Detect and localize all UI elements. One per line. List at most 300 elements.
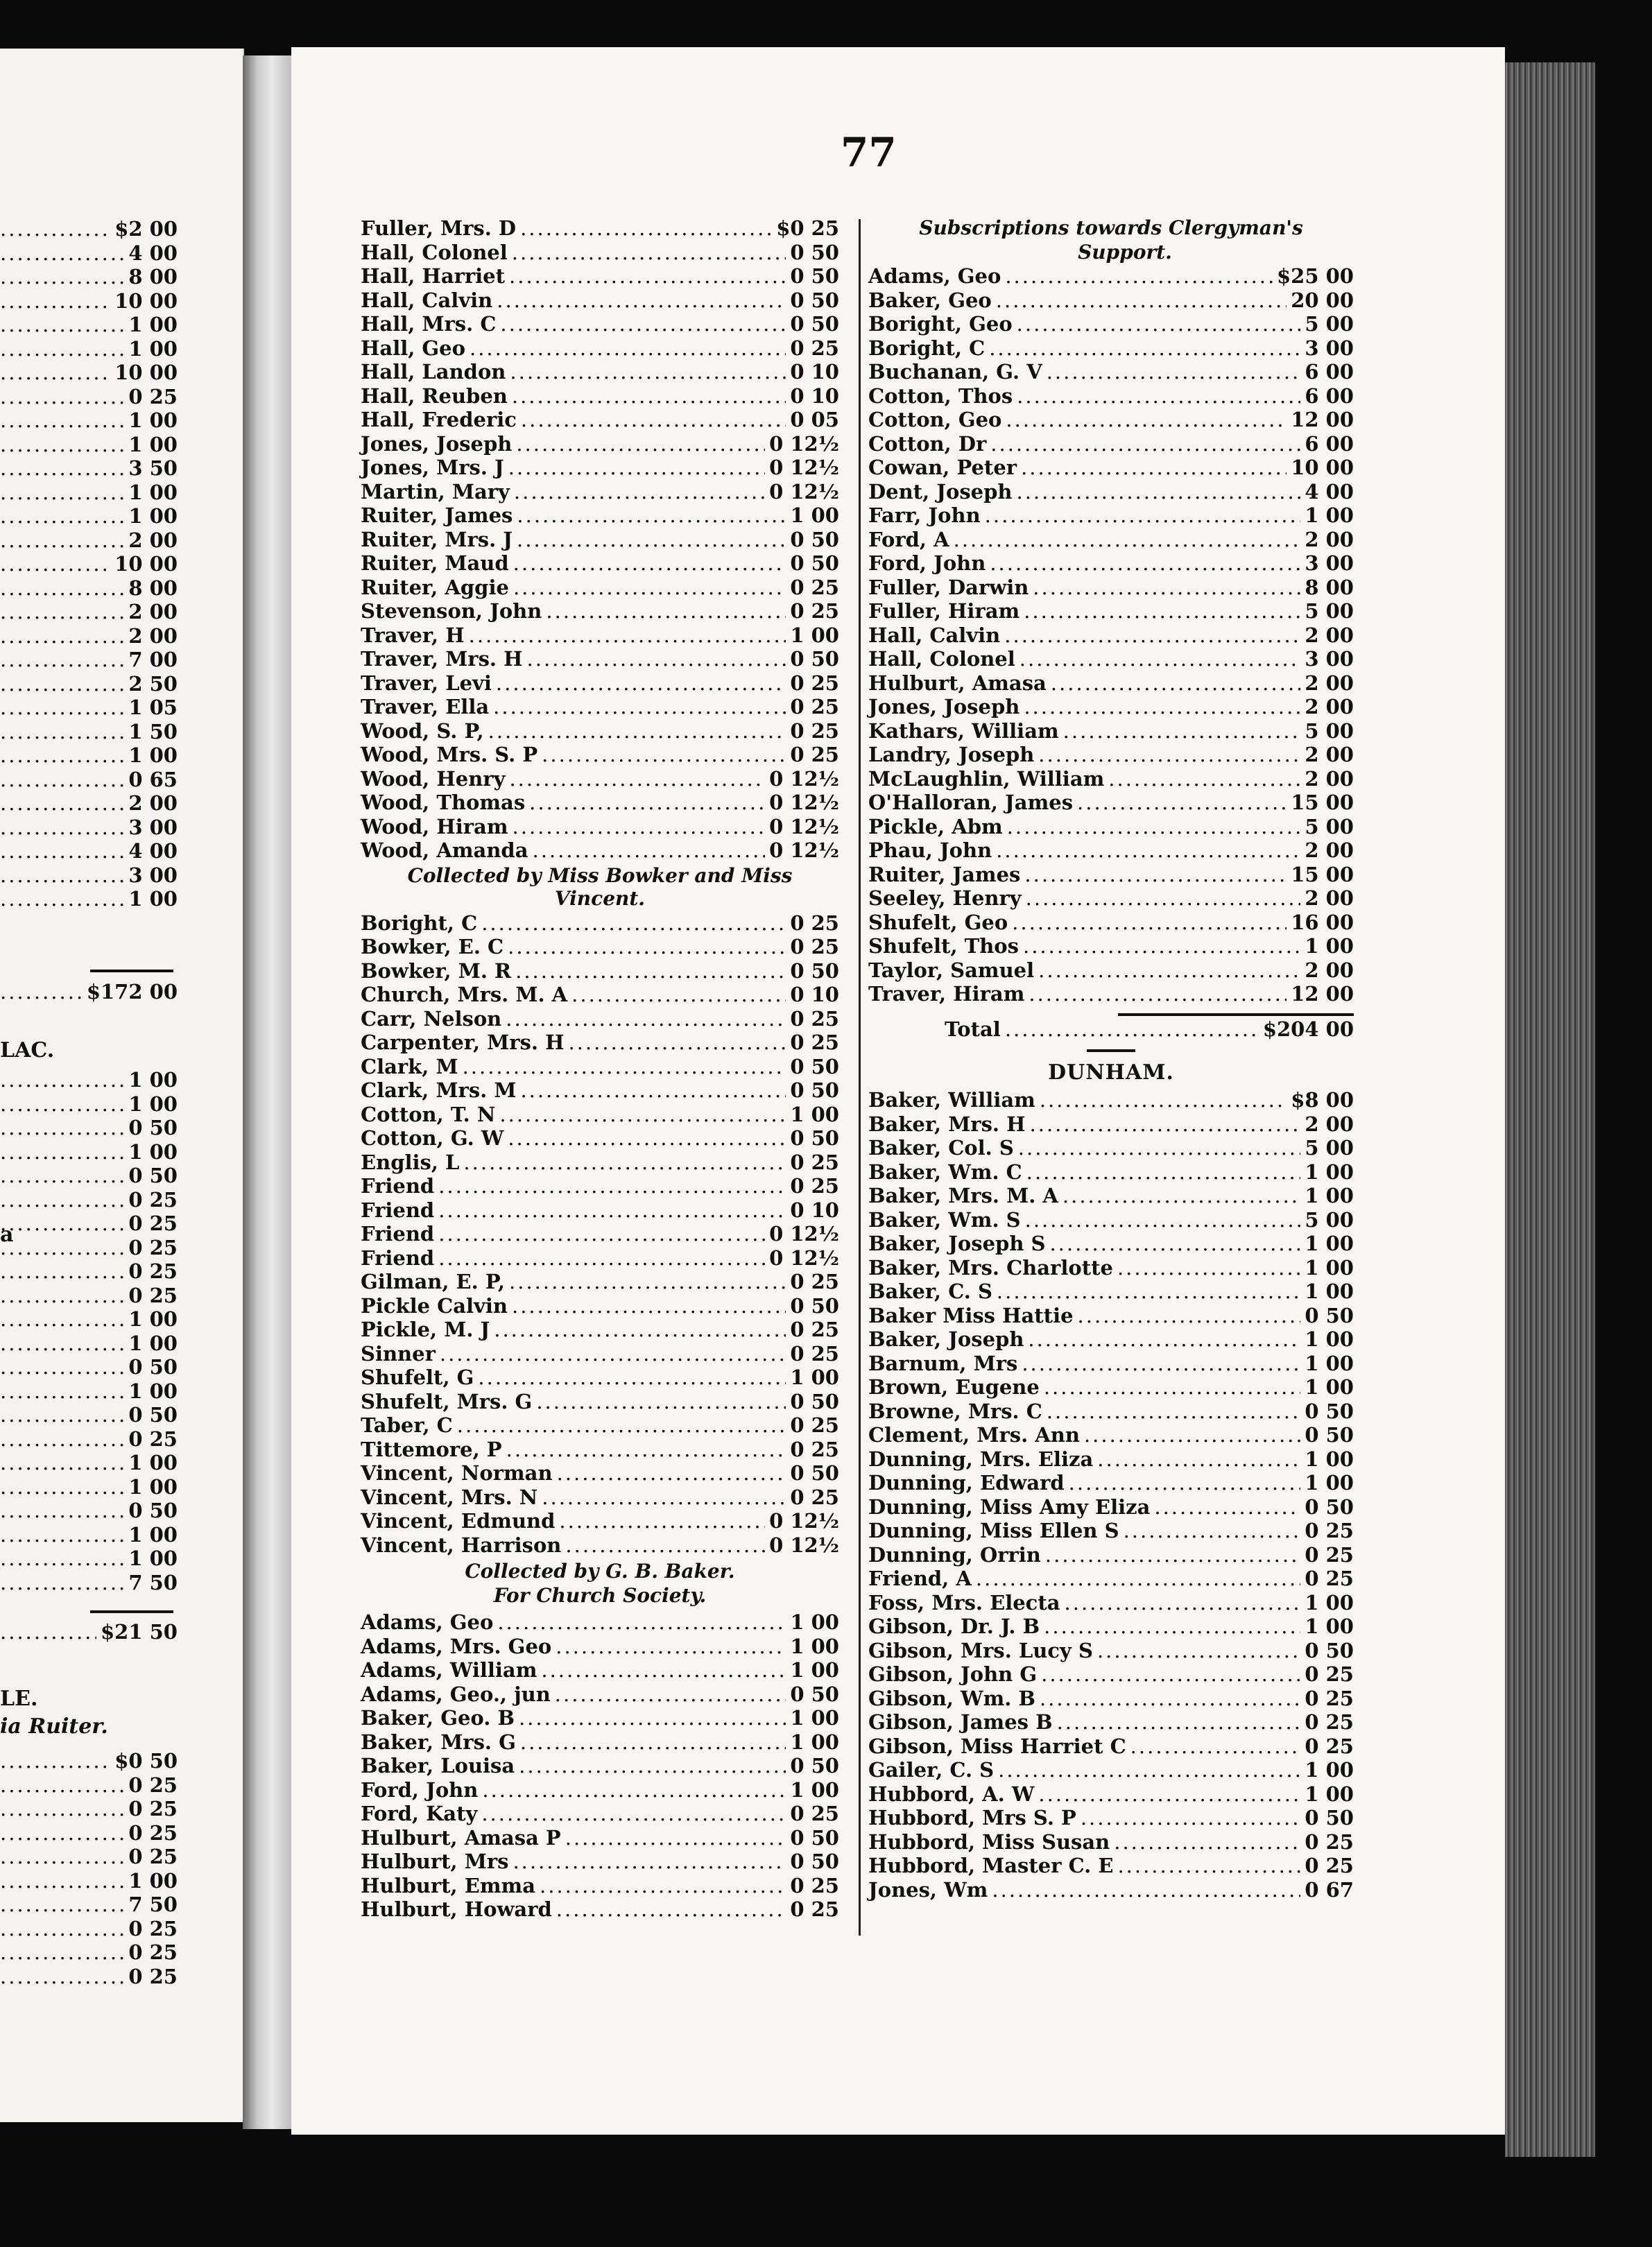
leader-dots: [497, 1610, 786, 1635]
left-amount-row: [0, 385, 178, 409]
left-amount-row: [0, 1869, 178, 1893]
left-total-mid: ..... $21 50: [0, 1620, 178, 1644]
left-amount-row: [0, 1355, 178, 1379]
entry-name: Englis, L: [361, 1150, 460, 1174]
leader-dots: [1047, 1400, 1301, 1424]
left-amount: 0 25: [128, 1283, 178, 1307]
entry-name: Cotton, G. W: [361, 1126, 504, 1150]
left-amount-row: [0, 1571, 178, 1595]
entry-name: Wood, Amanda: [361, 838, 528, 862]
subscription-row: [361, 1318, 839, 1342]
leader-dots: [0, 1140, 124, 1164]
entry-name: Traver, Mrs. H: [361, 647, 523, 671]
entry-amount: 2 00: [1305, 527, 1354, 551]
leader-dots: [527, 647, 786, 671]
subscription-row: [361, 1055, 839, 1079]
subscription-row: [361, 1151, 839, 1175]
leader-dots: [568, 1031, 786, 1055]
entry-name: Traver, H: [361, 623, 465, 647]
subscription-row: [868, 838, 1354, 863]
leader-dots: [1154, 1495, 1300, 1519]
leader-dots: [1017, 312, 1301, 336]
leader-dots: [1040, 1088, 1287, 1112]
leader-dots: [1049, 1232, 1300, 1256]
entry-name: Pickle, Abm: [868, 814, 1003, 838]
entry-amount: 4 00: [1305, 479, 1354, 503]
entry-name: Wood, Mrs. S. P: [361, 743, 538, 766]
entry-amount: 3 00: [1305, 336, 1354, 360]
entry-amount: 0 50: [790, 1825, 839, 1850]
leader-dots: [1041, 1662, 1300, 1687]
entry-name: Carr, Nelson: [361, 1006, 502, 1031]
leader-dots: [0, 887, 124, 911]
entry-amount: 1 00: [1305, 1447, 1354, 1471]
left-amount-row: [0, 289, 178, 313]
entry-name: Hulburt, Amasa P: [361, 1825, 561, 1850]
leader-dots: [0, 791, 124, 816]
entry-name: Ruiter, James: [361, 503, 513, 527]
subscription-row: [868, 1160, 1354, 1185]
subscription-row: [868, 1304, 1354, 1328]
entry-name: Adams, Geo., jun: [361, 1682, 551, 1706]
left-amount-row: [0, 600, 178, 624]
col1-bowker-list: [361, 911, 839, 1558]
entry-amount: 0 25: [790, 1270, 839, 1293]
leader-dots: [1081, 1806, 1301, 1830]
subscription-row: [361, 1031, 839, 1055]
dunham-list: [868, 1088, 1354, 1902]
leader-dots: [0, 408, 124, 433]
subscription-row: [868, 1591, 1354, 1615]
entry-name: Hall, Colonel: [868, 647, 1015, 671]
entry-amount: 2 00: [1305, 695, 1354, 718]
leader-dots: [0, 672, 124, 696]
entry-amount: 1 00: [790, 1777, 839, 1802]
entry-amount: 0 50: [1305, 1399, 1354, 1423]
section-heading-bowker: Collected by Miss Bowker and Miss Vincent.: [407, 863, 793, 910]
entry-name: Hall, Calvin: [361, 288, 493, 312]
subscription-row: [868, 503, 1354, 528]
leader-dots: [0, 1284, 124, 1308]
subscription-row: [868, 599, 1354, 623]
leader-dots: [1016, 480, 1300, 504]
left-amount: 0 50: [128, 1499, 178, 1522]
leader-dots: [1026, 1160, 1301, 1185]
subscription-row: [868, 1687, 1354, 1711]
entry-amount: 0 50: [790, 1389, 839, 1413]
leader-dots: [496, 671, 786, 696]
entry-name: Ruiter, Mrs. J: [361, 527, 513, 551]
page-number: 77: [841, 129, 897, 176]
subscription-row: [868, 958, 1354, 983]
left-amount: 0 25: [128, 1427, 178, 1451]
subscription-row: [361, 241, 839, 265]
left-amount-row: [0, 504, 178, 528]
leader-dots: [0, 743, 124, 768]
left-amount: 10 00: [114, 361, 178, 384]
subscription-row: [361, 1366, 839, 1390]
leader-dots: [506, 1007, 786, 1031]
entry-amount: 3 00: [1305, 551, 1354, 575]
left-amount: 1 00: [128, 1474, 178, 1499]
leader-dots: [542, 743, 786, 767]
leader-dots: [513, 1850, 786, 1874]
entry-name: Hall, Reuben: [361, 384, 508, 408]
leader-dots: [438, 1246, 765, 1271]
leader-dots: [954, 528, 1301, 552]
entry-amount: 0 25: [790, 1802, 839, 1825]
leader-dots: [512, 1294, 786, 1318]
leader-dots: [508, 456, 765, 480]
leader-dots: [0, 528, 124, 553]
leader-dots: [521, 408, 786, 432]
leader-dots: [470, 336, 786, 361]
leader-dots: [1019, 647, 1301, 671]
entry-name: Clement, Mrs. Ann: [868, 1423, 1080, 1447]
leader-dots: [515, 959, 786, 983]
entry-name: Boright, C: [361, 911, 478, 935]
leader-dots: [996, 289, 1287, 313]
entry-amount: 0 50: [1305, 1303, 1354, 1327]
subscription-row: [868, 815, 1354, 839]
entry-name: Dunning, Edward: [868, 1471, 1065, 1495]
leader-dots: [0, 1259, 124, 1284]
left-mid-rule: [90, 1610, 173, 1613]
leader-dots: [546, 599, 786, 623]
entry-amount: 0 50: [790, 958, 839, 983]
left-amount-row: [0, 1259, 178, 1284]
entry-amount: 0 10: [790, 1198, 839, 1222]
subscription-row: [361, 360, 839, 384]
entry-amount: 1 00: [790, 623, 839, 647]
entry-amount: 0 12½: [769, 456, 839, 479]
left-amount: 1 00: [128, 1331, 178, 1355]
leader-dots: [513, 551, 786, 576]
leader-dots: [516, 432, 765, 456]
leader-dots: [1005, 264, 1273, 289]
leader-dots: [438, 1198, 786, 1223]
entry-amount: 0 25: [790, 1006, 839, 1031]
entry-name: Tittemore, P: [361, 1437, 502, 1461]
leader-dots: [1007, 815, 1301, 839]
entry-amount: 0 25: [790, 695, 839, 718]
leader-dots: [0, 552, 110, 576]
total-label: Total: [945, 1017, 1001, 1041]
entry-name: Fuller, Darwin: [868, 575, 1029, 599]
subscription-row: [868, 1543, 1354, 1567]
left-amount: 2 50: [128, 671, 178, 696]
entry-amount: 0 25: [790, 1318, 839, 1341]
entry-amount: 2 00: [1305, 886, 1354, 910]
subscription-row: [868, 1854, 1354, 1878]
entry-name: Hall, Geo: [361, 336, 465, 360]
entry-amount: 0 25: [790, 1150, 839, 1174]
left-amount: 1 00: [128, 1547, 178, 1570]
subscription-row: [361, 647, 839, 671]
entry-amount: 0 12½: [769, 766, 839, 791]
left-amount-row: [0, 624, 178, 648]
left-amount: 1 00: [128, 1522, 178, 1547]
left-amount: 4 00: [128, 241, 178, 265]
left-amount-row: [0, 839, 178, 863]
left-amount-row: [0, 648, 178, 672]
left-amount-row: [0, 313, 178, 337]
col2-list: [868, 264, 1354, 1006]
entry-name: Adams, William: [361, 1658, 537, 1682]
subscription-row: [868, 743, 1354, 767]
leader-dots: [0, 696, 124, 720]
subscription-row: [868, 695, 1354, 719]
leader-dots: [1051, 671, 1301, 696]
left-amount: 0 25: [128, 1820, 178, 1845]
entry-amount: 0 50: [1305, 1495, 1354, 1519]
entry-name: Baker, Mrs. Charlotte: [868, 1255, 1113, 1280]
subscription-row: [361, 264, 839, 289]
leader-dots: [457, 1413, 786, 1438]
entry-amount: 1 00: [1305, 1255, 1354, 1280]
left-amount: 1 00: [128, 408, 178, 432]
entry-amount: 1 00: [1305, 1184, 1354, 1207]
subscription-row: [868, 408, 1354, 432]
subscription-row: [868, 551, 1354, 576]
left-amount: 2 00: [128, 528, 178, 552]
leader-dots: [463, 1151, 786, 1175]
left-amount-row: [0, 1284, 178, 1308]
entry-amount: 0 50: [790, 527, 839, 551]
left-amount: 1 00: [128, 743, 178, 767]
subscription-row: [361, 1342, 839, 1366]
leader-dots: [508, 935, 786, 959]
entry-amount: 0 10: [790, 360, 839, 384]
leader-dots: [1021, 456, 1287, 480]
leader-dots: [1038, 958, 1300, 983]
subscription-row: [868, 289, 1354, 313]
entry-name: Seeley, Henry: [868, 886, 1022, 910]
left-amount: 3 50: [128, 456, 178, 480]
left-heading-le: LE.: [0, 1687, 38, 1711]
left-amount: 3 00: [128, 863, 178, 887]
subscription-row: [361, 289, 839, 313]
entry-amount: 5 00: [1305, 1136, 1354, 1160]
entry-amount: 1 00: [790, 1706, 839, 1730]
leader-dots: [0, 839, 124, 863]
left-amount: 0 50: [128, 1164, 178, 1187]
entry-name: Hall, Colonel: [361, 240, 508, 264]
entry-amount: 1 00: [790, 1634, 839, 1658]
entry-name: Gibson, Miss Harriet C: [868, 1734, 1126, 1758]
left-amount: 1 00: [128, 1068, 178, 1092]
entry-name: Taber, C: [361, 1413, 453, 1437]
leader-dots: [512, 384, 786, 408]
entry-name: Gilman, E. P,: [361, 1270, 506, 1293]
leader-dots: [0, 1403, 124, 1427]
leader-dots: [0, 1893, 124, 1917]
subscription-row: [868, 1758, 1354, 1782]
entry-name: Hall, Calvin: [868, 623, 1001, 647]
leader-dots: [500, 312, 786, 336]
entry-amount: 0 50: [790, 1461, 839, 1485]
entry-name: McLaughlin, William: [868, 766, 1105, 791]
leader-dots: [565, 1826, 786, 1850]
entry-name: Gailer, C. S: [868, 1758, 995, 1782]
left-amount: 2 00: [128, 623, 178, 648]
leader-dots: [0, 1773, 124, 1798]
subscription-row: [361, 911, 839, 936]
subscription-row: [868, 1567, 1354, 1591]
subscription-row: [361, 1802, 839, 1826]
entry-name: Cotton, T. N: [361, 1102, 496, 1126]
subscription-row: [868, 1136, 1354, 1160]
entry-amount: 5 00: [1305, 599, 1354, 623]
subscription-row: [868, 528, 1354, 552]
subscription-row: [868, 1806, 1354, 1830]
entry-name: Cowan, Peter: [868, 456, 1017, 479]
entry-name: Hall, Frederic: [361, 408, 517, 431]
leader-dots: [1044, 1375, 1301, 1400]
left-amount-row: [0, 1547, 178, 1571]
leader-dots: [497, 289, 786, 313]
left-amount: 1 05: [128, 696, 178, 719]
left-amount: 1 00: [128, 1379, 178, 1403]
leader-dots: [519, 1754, 786, 1778]
leader-dots: [1069, 1471, 1301, 1495]
entry-name: Wood, Hiram: [361, 814, 508, 838]
subscription-row: [361, 599, 839, 623]
entry-name: Foss, Mrs. Electa: [868, 1590, 1060, 1615]
entry-amount: 0 25: [790, 1174, 839, 1198]
leader-dots: [517, 503, 786, 528]
entry-amount: 0 25: [1305, 1662, 1354, 1686]
leader-dots: [1097, 1447, 1300, 1472]
leader-dots: [533, 838, 766, 863]
left-amount-row: [0, 1797, 178, 1821]
subscription-row: [361, 1850, 839, 1874]
left-amount-row: [0, 1427, 178, 1452]
entry-amount: 5 00: [1305, 312, 1354, 336]
entry-name: Hulburt, Emma: [361, 1873, 535, 1897]
subscription-row: [868, 623, 1354, 648]
entry-amount: 1 00: [1305, 1590, 1354, 1615]
entry-name: O'Halloran, James: [868, 791, 1074, 814]
subscription-row: [361, 1174, 839, 1198]
entry-amount: 2 00: [1305, 743, 1354, 766]
leader-dots: [0, 816, 124, 840]
entry-name: Bowker, M. R: [361, 958, 512, 983]
left-amount-row: [0, 743, 178, 768]
entry-name: Gibson, Dr. J. B: [868, 1615, 1040, 1638]
entry-name: Baker, Mrs. G: [361, 1730, 516, 1754]
left-amount: 0 25: [128, 1964, 178, 1988]
entry-name: Baker, Joseph S: [868, 1232, 1046, 1255]
left-amount: 0 50: [128, 1403, 178, 1427]
left-amount-row: [0, 1475, 178, 1499]
entry-amount: 0 50: [790, 288, 839, 312]
leader-dots: [1063, 719, 1301, 743]
entry-name: Ford, A: [868, 527, 949, 551]
entry-name: Baker, Louisa: [361, 1754, 515, 1777]
leader-dots: [1024, 863, 1287, 887]
subscription-row: [361, 312, 839, 336]
entry-name: Baker, Mrs. H: [868, 1112, 1026, 1136]
subscription-row: [361, 1246, 839, 1271]
left-amount-row: [0, 265, 178, 289]
left-amount-row: [0, 1307, 178, 1332]
subscription-row: [868, 1495, 1354, 1519]
entry-name: Hall, Landon: [361, 360, 506, 384]
entry-amount: 1 00: [790, 1610, 839, 1634]
leader-dots: [513, 576, 786, 600]
entry-name: Ford, John: [868, 551, 986, 575]
leader-dots: [992, 1878, 1300, 1902]
entry-name: Jones, Joseph: [361, 431, 513, 456]
leader-dots: [1097, 1639, 1300, 1663]
left-amount: 1 00: [128, 336, 178, 361]
leader-dots: [542, 1486, 786, 1510]
entry-amount: 0 25: [790, 718, 839, 743]
subscription-row: [361, 791, 839, 815]
entry-name: Wood, Henry: [361, 766, 506, 791]
entry-name: Baker, Wm. S: [868, 1207, 1021, 1232]
leader-dots: [556, 1897, 786, 1922]
leader-dots: [509, 767, 765, 791]
subscription-row: [361, 528, 839, 552]
leader-dots: [0, 1164, 124, 1188]
left-amount-row: [0, 433, 178, 457]
subscription-row: [868, 1782, 1354, 1807]
entry-name: Adams, Geo: [868, 264, 1001, 288]
leader-dots: [0, 576, 124, 601]
subscription-row: [361, 1222, 839, 1246]
leader-dots: [1062, 1184, 1300, 1208]
leader-dots: [509, 1270, 786, 1294]
subscription-row: [361, 1413, 839, 1438]
subscription-row: [868, 647, 1354, 671]
left-amount-row: [0, 552, 178, 576]
entry-amount: 0 12½: [769, 814, 839, 838]
entry-name: Hall, Harriet: [361, 264, 506, 288]
leader-dots: [998, 1758, 1300, 1782]
leader-dots: [482, 1778, 786, 1802]
left-amount: 1 50: [128, 719, 178, 743]
leader-dots: [517, 528, 786, 552]
entry-name: Vincent, Norman: [361, 1461, 553, 1485]
leader-dots: [494, 1318, 786, 1342]
left-amount-row: [0, 1332, 178, 1356]
leader-dots: [0, 241, 124, 266]
leader-dots: [0, 768, 124, 792]
entry-amount: 0 50: [1305, 1806, 1354, 1830]
subscription-row: [868, 1280, 1354, 1304]
entry-name: Ford, Katy: [361, 1802, 478, 1825]
left-amount: 0 25: [128, 1773, 178, 1797]
left-amount-row: [0, 361, 178, 385]
leader-dots: [440, 1342, 786, 1366]
left-amount: 10 00: [114, 552, 178, 576]
entry-amount: 0 12½: [769, 838, 839, 862]
subscription-row: [868, 1615, 1354, 1639]
entry-name: Sinner: [361, 1341, 436, 1366]
entry-name: Traver, Ella: [361, 695, 490, 718]
subscription-row: [868, 1423, 1354, 1447]
subscription-row: [868, 576, 1354, 600]
entry-amount: 0 25: [790, 575, 839, 599]
entry-name: Ruiter, Aggie: [361, 575, 509, 599]
leader-dots: [0, 433, 124, 457]
entry-name: Dent, Joseph: [868, 479, 1013, 503]
leader-dots: [0, 385, 124, 409]
entry-name: Friend: [361, 1198, 435, 1222]
entry-name: Jones, Wm: [868, 1877, 988, 1902]
